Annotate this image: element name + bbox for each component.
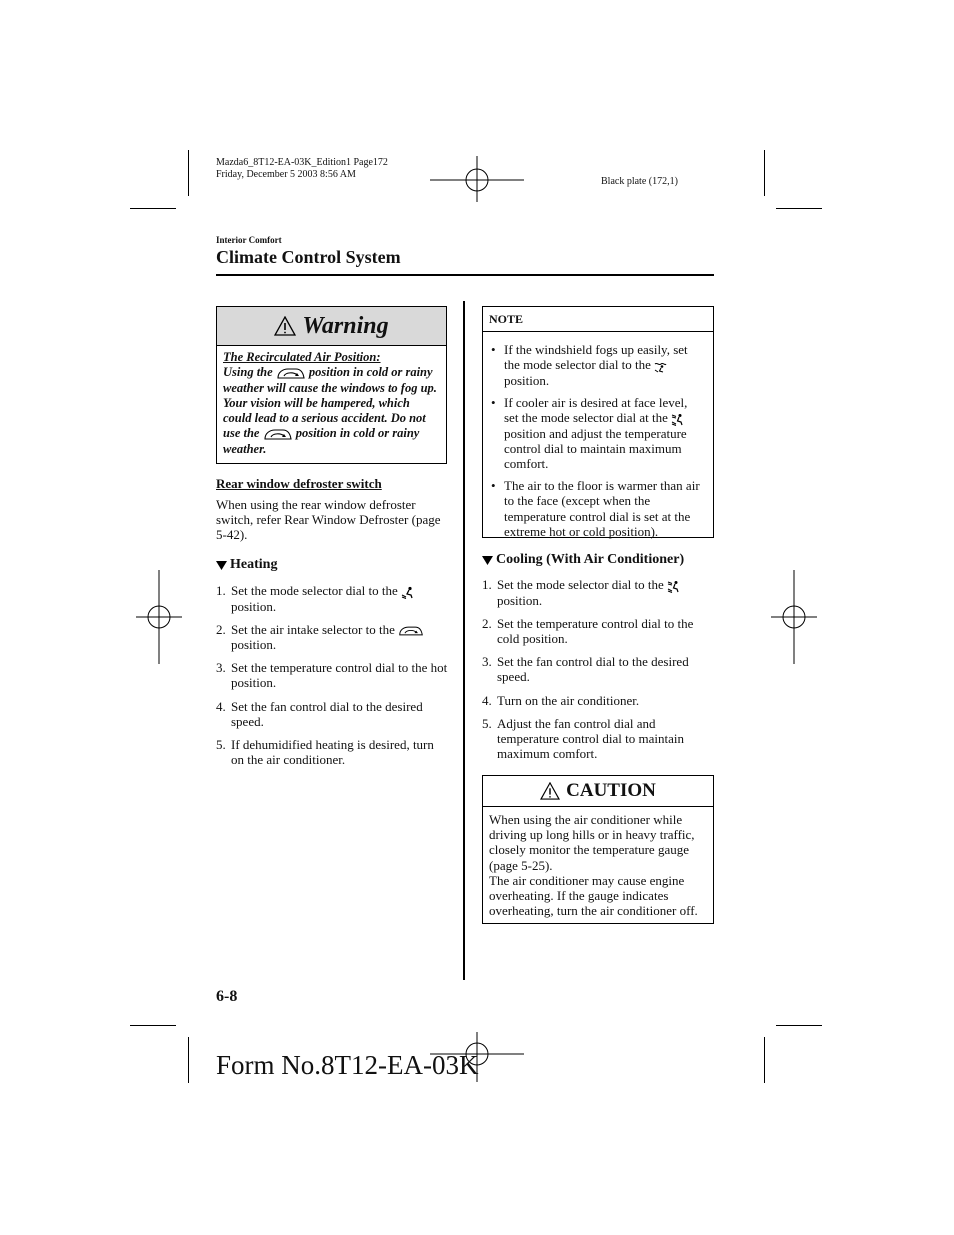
list-item [216,737,450,767]
cooling-steps [482,577,714,769]
warning-subtitle: The Recirculated Air Position: [223,350,381,364]
list-item [216,699,450,729]
bi-level-mode-icon [667,580,681,593]
down-triangle-icon [216,560,227,571]
warning-text: position in cold or rainy weather will cause the windows to fog up. Your vision will be hampered, which could lead to a serious accident. Do not use the [223,365,437,441]
step-text: Set the mode selector dial to the [497,577,664,592]
list-item [503,395,705,471]
page-title: Climate Control System [216,247,401,267]
caution-header [483,776,713,807]
step-text: If dehumidified heating is desired, turn on the air conditioner. [231,736,434,768]
note-text: If cooler air is desired at face level, set the mode selector dial at the [504,394,688,426]
step-number: 1. [216,583,226,598]
list-item [503,478,705,539]
warning-title: Warning [302,312,389,339]
warning-body [217,346,446,461]
step-number: 2. [482,615,492,631]
print-info [216,157,388,181]
floor-mode-icon [401,586,415,599]
crop-mark [130,208,176,209]
crop-mark [764,1037,765,1083]
rear-defroster-heading: Rear window defroster switch [216,476,382,491]
heating-heading [216,557,277,573]
section-label: Interior Comfort [216,235,282,245]
title-rule [216,274,714,276]
list-item [482,577,714,608]
step-number: 4. [216,698,226,714]
list-item [216,622,450,652]
heating-steps [216,583,450,775]
list-item [503,342,705,388]
warning-triangle-icon [540,782,560,800]
caution-title: CAUTION [566,780,656,801]
plate-info: Black plate (172,1) [601,176,678,187]
floor-defrost-mode-icon [654,360,667,373]
list-item [216,660,450,690]
warning-text: Using the [223,365,273,380]
recirculated-air-icon [398,625,424,637]
registration-mark [771,570,817,664]
step-number: 4. [482,692,492,708]
cooling-title: Cooling (With Air Conditioner) [496,552,685,567]
list-item [482,616,714,646]
note-text: If the windshield fogs up easily, set the mode selector dial to the [504,342,688,373]
warning-text: position in cold or rainy weather. [223,426,420,456]
crop-mark [776,1025,822,1026]
list-item [216,583,450,614]
step-number: 5. [216,736,226,752]
bi-level-mode-icon [671,413,685,426]
note-box [482,306,714,538]
step-number: 2. [216,621,226,637]
print-info-line: Mazda6_8T12-EA-03K_Edition1 Page172 [216,157,388,168]
warning-box [216,306,447,464]
step-text: Set the temperature control dial to the cold position. [497,615,694,646]
list-item [482,693,714,708]
note-text: The air to the floor is warmer than air to the face (except when the temperature control dial is set at the extreme hot or cold position). [504,478,700,539]
recirculated-air-icon [263,428,293,441]
caution-box [482,775,714,924]
step-text: Adjust the fan control dial and temperature control dial to maintain maximum comfort. [497,715,684,762]
crop-mark [188,150,189,196]
caution-body [483,807,713,923]
crop-mark [764,150,765,196]
caution-text: When using the air conditioner while driving up long hills or in heavy traffic, closely monitor the temperature gauge (page 5-25). [489,812,695,873]
registration-mark [430,156,524,202]
heating-title: Heating [230,557,278,572]
rear-defroster-text: When using the rear window defroster switch, refer Rear Window Defroster (page 5-42). [216,497,441,543]
list-item [482,654,714,684]
step-text: Set the mode selector dial to the [231,583,398,598]
cooling-heading [482,552,684,568]
print-info-line: Friday, December 5 2003 8:56 AM [216,169,356,180]
crop-mark [776,208,822,209]
caution-text: The air conditioner may cause engine overheating. If the gauge indicates overheating, turn the air conditioner off. [489,872,698,919]
step-text: position. [231,598,277,614]
step-number: 3. [482,654,492,670]
step-text: Set the fan control dial to the desired speed. [231,698,423,729]
warning-header [217,307,446,346]
page-number: 6-8 [216,988,238,1005]
step-number: 5. [482,715,492,731]
step-text: Turn on the air conditioner. [497,692,640,708]
form-number: Form No.8T12-EA-03K [216,1050,479,1080]
list-item [482,716,714,762]
recirculated-air-icon [276,367,306,380]
crop-mark [130,1025,176,1026]
step-number: 1. [482,577,492,592]
warning-triangle-icon [274,316,296,336]
step-text: position. [497,592,543,608]
step-text: Set the fan control dial to the desired speed. [497,654,689,685]
note-text: position. [504,372,550,388]
crop-mark [188,1037,189,1083]
registration-mark [136,570,182,664]
down-triangle-icon [482,555,493,566]
step-text: Set the temperature control dial to the hot position. [231,660,448,691]
step-text: Set the air intake selector to the [231,621,395,637]
column-divider [463,301,465,980]
note-list [483,332,713,539]
note-title: NOTE [483,307,713,332]
step-text: position. [231,636,277,652]
note-text: position and adjust the temperature control dial to maintain maximum comfort. [504,425,687,472]
step-number: 3. [216,660,226,676]
